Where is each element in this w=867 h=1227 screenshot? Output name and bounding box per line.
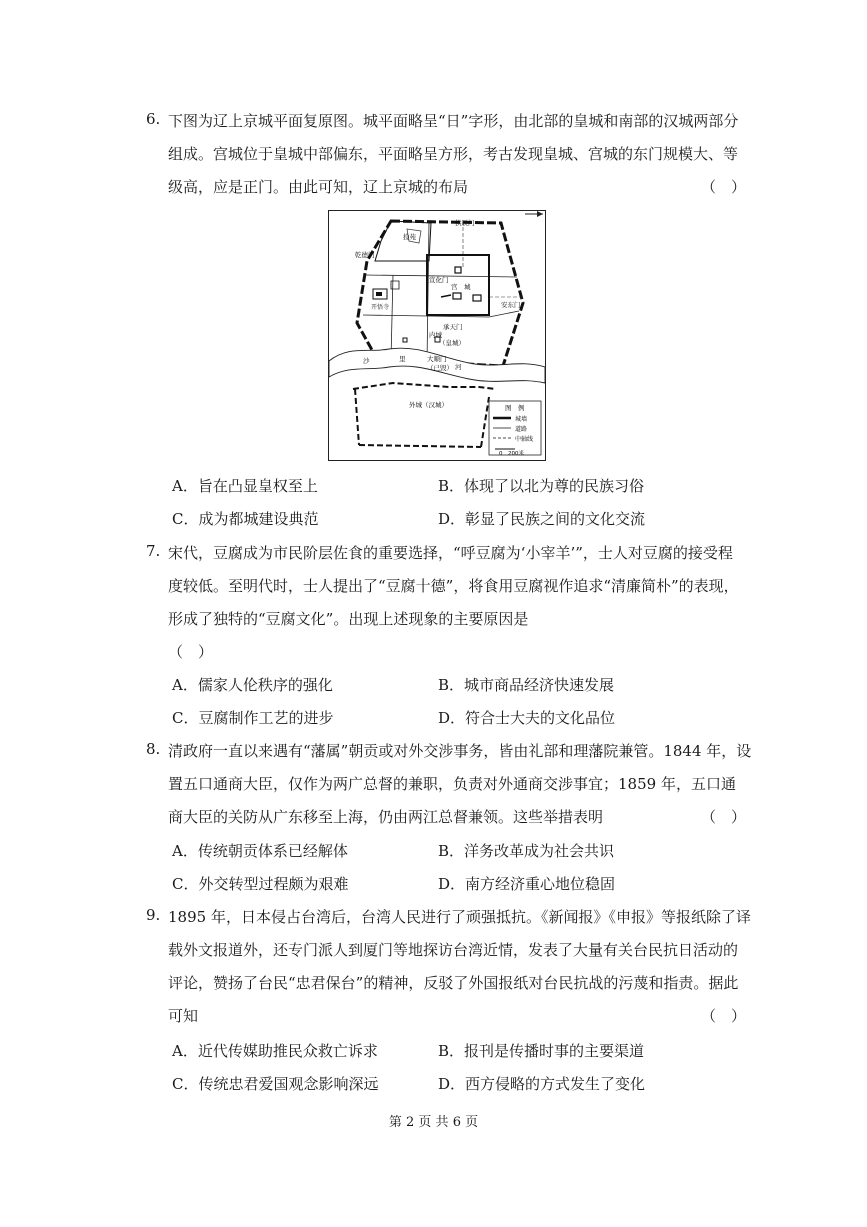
question-9	[146, 906, 751, 1030]
map-label-neicheng: 内城	[429, 331, 442, 339]
answer-bracket: （ ）	[700, 808, 746, 826]
question-7	[146, 542, 746, 672]
map-label-yifang: （已毁）	[427, 364, 453, 372]
map-label-xuanhua-gate: 宣化门	[429, 276, 449, 284]
option-a[interactable]: A．儒家人伦秩序的强化	[172, 676, 333, 694]
question-text-line: 下图为辽上京城平面复原图。城平面略呈“日”字形，由北部的皇城和南部的汉城两部分	[168, 112, 739, 130]
answer-bracket: （ ）	[700, 1007, 746, 1025]
question-text-line: 形成了独特的“豆腐文化”。出现上述现象的主要原因是	[168, 610, 529, 628]
option-c[interactable]: C．豆腐制作工艺的进步	[172, 709, 334, 727]
option-d[interactable]: D．南方经济重心地位稳固	[438, 875, 616, 893]
question-text-line: 商大臣的关防从广东移至上海，仍由两江总督兼领。这些举措表明	[168, 808, 604, 826]
map-label-river-he: 河	[455, 363, 462, 371]
question-number: 7.	[146, 542, 161, 560]
answer-bracket: （ ）	[168, 643, 214, 661]
page-footer: 第 2 页 共 6 页	[388, 1115, 479, 1130]
question-6	[146, 110, 746, 200]
map-label-gongcheng: 宫 城	[451, 283, 471, 291]
map-label-chengtian-gate: 承天门	[443, 323, 463, 331]
map-label-river-li: 里	[399, 355, 406, 363]
legend-axis: 中轴线	[515, 436, 534, 443]
option-b[interactable]: B．洋务改革成为社会共识	[438, 842, 615, 860]
question-text-line: 1895 年，日本侵占台湾后，台湾人民进行了顽强抵抗。《新闻报》《申报》等报纸除了译	[168, 908, 751, 926]
liao-shangjing-plan-map	[328, 210, 546, 461]
question-number: 6.	[146, 110, 161, 128]
map-label-andong-gate: 安东门	[501, 301, 521, 309]
question-text-line: 载外文报道外，还专门派人到厦门等地探访台湾近情，发表了大量有关台民抗日活动的	[168, 941, 739, 959]
answer-bracket: （ ）	[700, 178, 746, 196]
legend-title: 图 例	[505, 404, 525, 412]
map-legend	[489, 401, 541, 457]
option-b[interactable]: B．城市商品经济快速发展	[438, 676, 615, 694]
question-text-line: 可知	[168, 1007, 199, 1025]
legend-scale: 0 200米	[499, 451, 524, 457]
legend-road: 道路	[515, 426, 528, 433]
question-text-line: 评论，赞扬了台民“忠君保台”的精神，反驳了外国报纸对台民抗战的污蔑和指责。据此	[168, 974, 739, 992]
option-b[interactable]: B．报刊是传播时事的主要渠道	[438, 1042, 645, 1060]
map-label-dashun-gate: 大顺门	[427, 355, 447, 363]
option-d[interactable]: D．符合士大夫的文化品位	[438, 709, 616, 727]
option-d[interactable]: D．彰显了民族之间的文化交流	[438, 510, 646, 528]
map-label-gongchen-gate: 拱辰门	[455, 219, 475, 227]
question-text-line: 清政府一直以来遇有“藩属”朝贡或对外交涉事务，皆由礼部和理藩院兼管。1844 年，设	[168, 742, 752, 760]
option-a[interactable]: A．传统朝贡体系已经解体	[172, 842, 348, 860]
map-label-huangcheng: （皇城）	[439, 339, 465, 347]
option-c[interactable]: C．传统忠君爱国观念影响深远	[172, 1075, 379, 1093]
question-text-line: 组成。宫城位于皇城中部偏东，平面略呈方形，考古发现皇城、宫城的东门规模大、等	[168, 145, 739, 163]
option-d[interactable]: D．西方侵略的方式发生了变化	[438, 1075, 646, 1093]
option-c[interactable]: C．成为都城建设典范	[172, 510, 319, 528]
map-label-lianyuan: 捡苑	[403, 233, 416, 241]
question-number: 9.	[146, 906, 161, 924]
option-c[interactable]: C．外交转型过程颇为艰难	[172, 875, 349, 893]
option-b[interactable]: B．体现了以北为尊的民族习俗	[438, 477, 645, 495]
option-a[interactable]: A．近代传媒助推民众救亡诉求	[172, 1042, 378, 1060]
question-text-line: 置五口通商大臣，仅作为两广总督的兼职，负责对外通商交涉事宜；1859 年，五口通	[168, 775, 736, 793]
map-label-qianfu-gate: 乾德门	[355, 251, 375, 259]
question-text-line: 宋代，豆腐成为市民阶层佐食的重要选择，“呼豆腐为‘小宰羊’”，士人对豆腐的接受程	[168, 544, 733, 562]
question-text-line: 级高，应是正门。由此可知，辽上京城的布局	[168, 178, 469, 196]
map-label-temple: 开悟寺	[371, 304, 390, 311]
map-label-river-sha: 沙	[363, 357, 370, 365]
option-a[interactable]: A．旨在凸显皇权至上	[172, 477, 318, 495]
question-number: 8.	[146, 740, 161, 758]
map-label-waicheng: 外城（汉城）	[409, 401, 448, 409]
question-8	[146, 740, 752, 830]
legend-wall: 城墙	[515, 416, 528, 423]
question-text-line: 度较低。至明代时，士人提出了“豆腐十德”，将食用豆腐视作追求“清廉简朴”的表现，	[168, 577, 739, 595]
